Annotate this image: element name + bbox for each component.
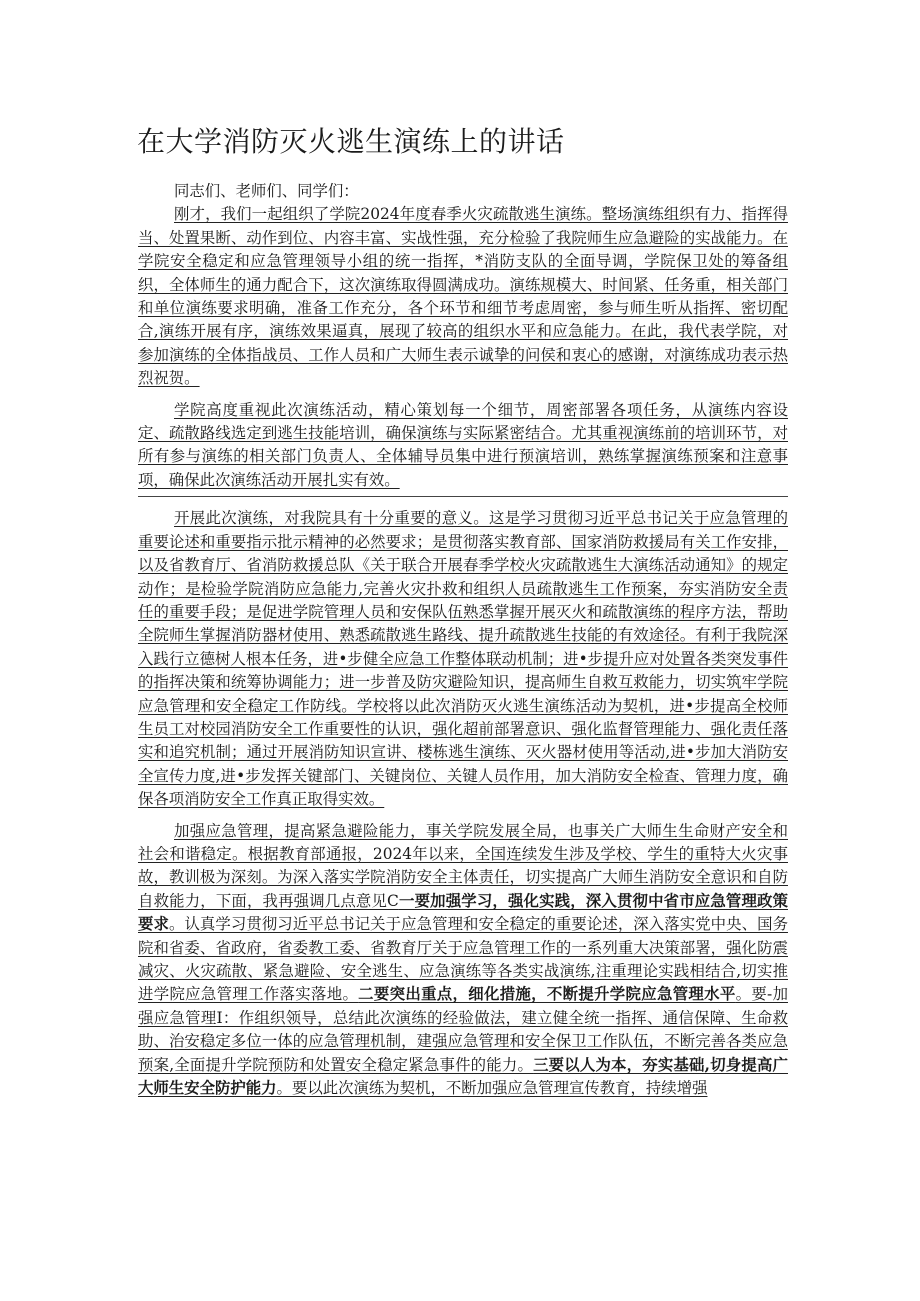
paragraph-4-text-g: 。要以此次演练为契机，不断加强应急管理宣传教育，持续增强 <box>276 1079 708 1098</box>
greeting: 同志们、老师们、同学们： <box>174 182 359 200</box>
paragraph-2 <box>138 399 788 493</box>
document-title: 在大学消防灭火逃生演练上的讲话 <box>137 125 565 158</box>
paragraph-4-text-c: 。认真学习贯彻习近平总书记关于应急管理和安全稳定的重要论述，深入落实党中央、国务院和省委、省政府，省委教工委、省教育厅关于应急管理工作的一系列重大决策部署，强化防震减灾、火灾疏散、紧急避险、安全逃生、应急演练等各类实战演练,注重理论实践相结合,切实推进学院应急管理工作落实落地。 <box>138 915 788 1004</box>
paragraph-1-text: 刚才，我们一起组织了学院2024年度春季火灾疏散逃生演练。整场演练组织有力、指挥得当、处置果断、动作到位、内容丰富、实战性强，充分检验了我院师生应急避险的实战能力。在学院安全稳定和应急管理领导小组的统一指挥，*消防支队的全面导调，学院保卫处的筹备组织，全体师生的通力配合下，这次演练取得圆满成功。演练规模大、时间紧、任务重，相关部门和单位演练要求明确，准备工作充分，各个环节和细节考虑周密，参与师生听从指挥、密切配合,演练开展有序，演练效果逼真，展现了较高的组织水平和应急能力。在此，我代表学院，对参加演练的全体指战员、工作人员和广大师生表示诚挚的问侯和衷心的感谢，对演练成功表示热烈祝贺。 <box>138 205 788 388</box>
paragraph-divider <box>138 496 788 497</box>
paragraph-3-text: 开展此次演练，对我院具有十分重要的意义。这是学习贯彻习近平总书记关于应急管理的重要论述和重要指示批示精神的必然要求；是贯彻落实教育部、国家消防救援局有关工作安排，以及省教育厅、省消防救援总队《关于联合开展春季学校火灾疏散逃生大演练活动通知》的规定动作；是检验学院消防应急能力,完善火灾扑救和组织人员疏散逃生工作预案，夯实消防安全责任的重要手段；是促进学院管理人员和安保队伍熟悉掌握开展灭火和疏散演练的程序方法，帮助全院师生掌握消防器材使用、熟悉疏散逃生路线、提升疏散逃生技能的有效途径。有利于我院深入践行立德树人根本任务，进•步健全应急工作整体联动机制；进•步提升应对处置各类突发事件的指挥决策和统筹协调能力；进一步普及防灾避险知识，提高师生自救互救能力，切实筑牢学院应急管理和安全稳定工作防线。学校将以此次消防灭火逃生演练活动为契机，进•步提高全校师生员工对校园消防安全工作重要性的认识，强化超前部署意识、强化监督管理能力、强化责任落实和追究机制；通过开展消防知识宣讲、楼栋逃生演练、灭火器材使用等活动,进•步加大消防安全宣传力度,进•步发挥关键部门、关键岗位、关键人员作用，加大消防安全检查、管理力度，确保各项消防安全工作真正取得实效。 <box>138 509 788 809</box>
point-two-heading: 二要突出重点，细化措施，不断提升学院应急管理水平 <box>358 985 736 1004</box>
paragraph-1 <box>138 203 788 390</box>
point-one-heading: 一要加强学习，强化实践，深入贯彻中省市应急管理政策要求 <box>138 891 788 934</box>
paragraph-4-text-a: 加强应急管理，提高紧急避险能力，事关学院发展全局，也事关广大师生生命财产安全和社会和谐稳定。根据教育部通报，2024年以来，全国连续发生涉及学校、学生的重特大火灾事故，教训极为深刻。为深入落实学院消防安全主体责任，切实提高广大师生消防安全意识和自防自救能力，下面，我再强调几点意见C <box>138 821 788 910</box>
point-three-heading: 三要以人为本，夯实基础,切身提高广大师生安全防护能力 <box>138 1055 788 1098</box>
paragraph-4-text-e: 。要-加强应急管理I：作组织领导，总结此次演练的经验做法，建立健全统一指挥、通信保障、生命救助、治安稳定多位一体的应急管理机制，建强应急管理和安全保卫工作队伍，不断完善各类应急预案,全面提升学院预防和处置安全稳定紧急事件的能力。 <box>138 985 788 1074</box>
paragraph-3 <box>138 507 788 811</box>
paragraph-4 <box>138 820 788 1101</box>
document-body <box>138 180 788 1100</box>
paragraph-2-text: 学院高度重视此次演练活动，精心策划每一个细节，周密部署各项任务，从演练内容设定、疏散路线选定到逃生技能培训，确保演练与实际紧密结合。尤其重视演练前的培训环节，对所有参与演练的相关部门负责人、全体辅导员集中进行预演培训，熟练掌握演练预案和注意事项，确保此次演练活动开展扎实有效。 <box>138 400 788 489</box>
